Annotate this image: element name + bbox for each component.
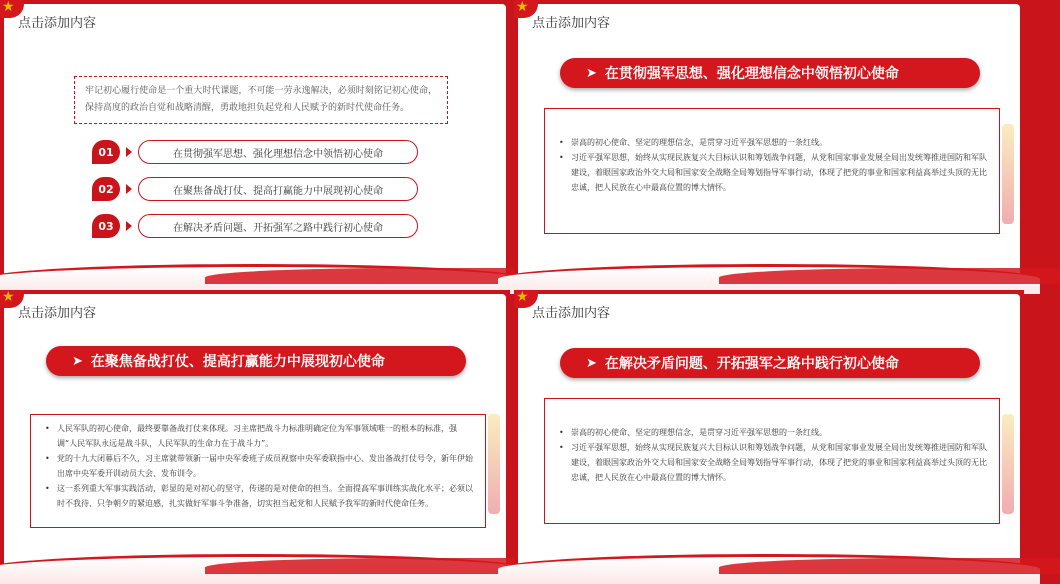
menu-item-2[interactable] xyxy=(92,177,422,201)
bullet-item: • 习近平强军思想，始终从实现民族复兴大目标认识和筹划战争问题，从党和国家事业发展全局出发统筹推进国防和军队建设，着眼国家政治外交大局和国家安全战略全局筹划指导军事行动，体现了把党的事业和国家利益高举过头顶的无比忠诚，把人民放在心中最高位置的博大情怀。 xyxy=(557,440,989,485)
slide-canvas xyxy=(516,0,1020,280)
bottom-ribbon xyxy=(205,268,546,284)
slide-canvas xyxy=(516,289,1020,570)
menu-item-3[interactable] xyxy=(92,214,422,238)
bullet-item: • 人民军队的初心使命，最终要靠备战打仗来体现。习主席把战斗力标准明确定位为军事领域唯一的根本的标准，强调“人民军队永远是战斗队，人民军队的生命力在于战斗力”。 xyxy=(43,421,475,451)
slide-title[interactable]: 点击添加内容 xyxy=(532,16,611,31)
column-decoration xyxy=(1002,414,1014,514)
star-icon: ★ xyxy=(2,289,15,305)
bottom-ribbon xyxy=(719,268,1060,284)
banner-text: 在聚焦备战打仗、提高打赢能力中展现初心使命 xyxy=(90,354,385,370)
star-icon: ★ xyxy=(2,0,15,15)
bottom-ribbon xyxy=(205,558,546,574)
bullet-item: • 这一系列重大军事实践活动，彰显的是对初心的坚守，传递的是对使命的担当。全面提高军事训练实战化水平；必须以时不我待、只争朝夕的紧迫感，扎实做好军事斗争准备，切实担当起党和人民赋予我军的新时代使命任务。 xyxy=(43,481,475,511)
section-banner xyxy=(560,58,980,88)
chevron-right-icon: ➤ xyxy=(72,353,83,369)
slide-1 xyxy=(0,0,510,286)
bullet-item: • 崇高的初心使命、坚定的理想信念，是贯穿习近平强军思想的一条红线。 xyxy=(557,135,989,150)
slide-canvas xyxy=(2,0,506,280)
slide-canvas xyxy=(2,289,506,570)
column-decoration xyxy=(488,414,500,514)
content-box xyxy=(544,398,1000,524)
slide-title[interactable]: 点击添加内容 xyxy=(532,306,611,321)
bullet-list xyxy=(557,425,989,485)
intro-text-box: 牢记初心履行使命是一个重大时代课题，不可能一劳永逸解决，必须时刻铭记初心使命，保持高度的政治自觉和战略清醒，勇敢地担负起党和人民赋予的新时代使命任务。 xyxy=(74,76,448,124)
bullet-list xyxy=(557,135,989,195)
banner-text: 在贯彻强军思想、强化理想信念中领悟初心使命 xyxy=(604,66,899,82)
star-icon: ★ xyxy=(516,289,529,305)
bullet-item: • 习近平强军思想，始终从实现民族复兴大目标认识和筹划战争问题，从党和国家事业发展全局出发统筹推进国防和军队建设，着眼国家政治外交大局和国家安全战略全局筹划指导军事行动，体现了把党的事业和国家利益高举过头顶的无比忠诚，把人民放在心中最高位置的博大情怀。 xyxy=(557,150,989,195)
content-box xyxy=(544,108,1000,234)
menu-label: 在解决矛盾问题、开拓强军之路中践行初心使命 xyxy=(138,214,418,238)
menu-number: 01 xyxy=(92,140,120,164)
section-banner xyxy=(46,346,466,376)
bottom-ribbon xyxy=(719,558,1060,574)
star-icon: ★ xyxy=(516,0,529,15)
slide-title[interactable]: 点击添加内容 xyxy=(18,16,97,31)
menu-label: 在贯彻强军思想、强化理想信念中领悟初心使命 xyxy=(138,140,418,164)
bullet-item: • 崇高的初心使命、坚定的理想信念，是贯穿习近平强军思想的一条红线。 xyxy=(557,425,989,440)
section-banner xyxy=(560,348,980,378)
chevron-right-icon: ➤ xyxy=(586,65,597,81)
triangle-right-icon xyxy=(126,147,132,157)
column-decoration xyxy=(1002,124,1014,224)
menu-label: 在聚焦备战打仗、提高打赢能力中展现初心使命 xyxy=(138,177,418,201)
triangle-right-icon xyxy=(126,184,132,194)
menu-number: 03 xyxy=(92,214,120,238)
triangle-right-icon xyxy=(126,221,132,231)
bullet-item: • 党的十九大闭幕后不久，习主席就带领新一届中央军委班子成员视察中央军委联指中心、发出备战打仗号令，新年伊始出席中央军委开训动员大会、发布训令。 xyxy=(43,451,475,481)
slide-2 xyxy=(514,0,1024,286)
slide-3 xyxy=(0,290,510,576)
content-box xyxy=(30,414,486,528)
chevron-right-icon: ➤ xyxy=(586,355,597,371)
bullet-list xyxy=(43,421,475,511)
banner-text: 在解决矛盾问题、开拓强军之路中践行初心使命 xyxy=(604,356,899,372)
slide-title[interactable]: 点击添加内容 xyxy=(18,306,97,321)
slide-4 xyxy=(514,290,1024,576)
menu-item-1[interactable] xyxy=(92,140,422,164)
menu-number: 02 xyxy=(92,177,120,201)
